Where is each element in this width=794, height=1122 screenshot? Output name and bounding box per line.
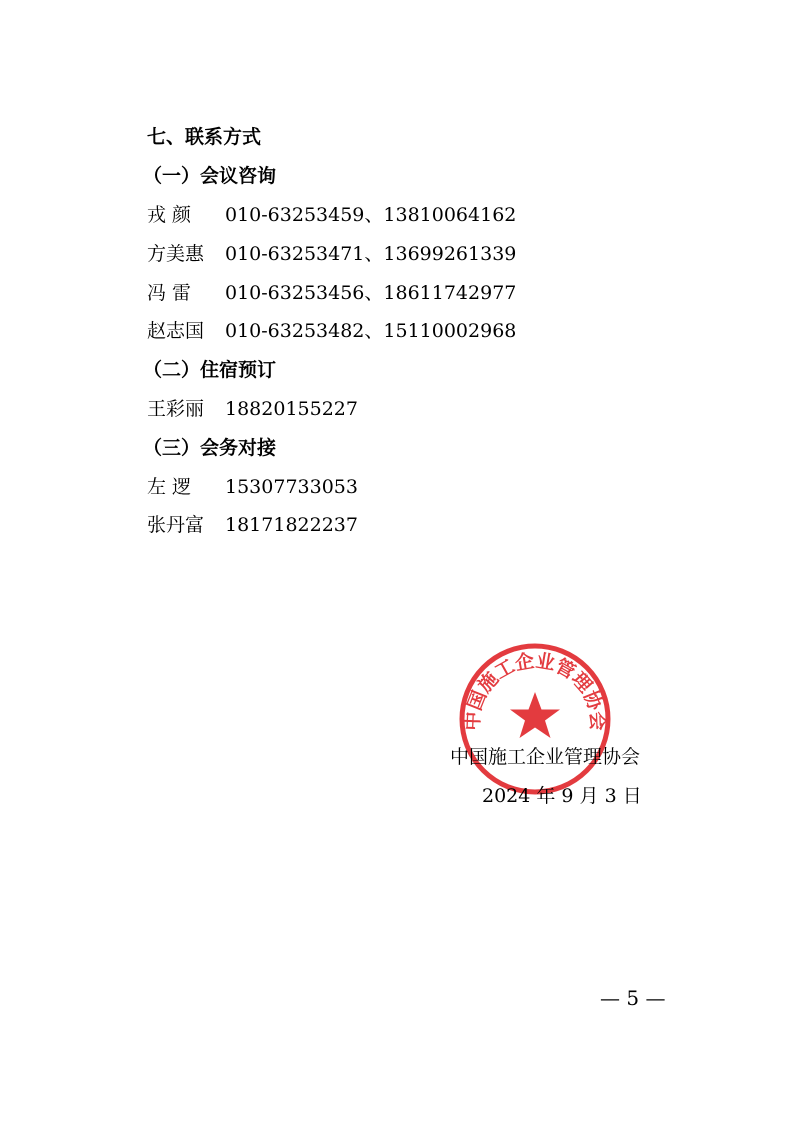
group-heading-accommodation: （二）住宿预订 xyxy=(143,359,277,381)
contact-row xyxy=(147,281,516,305)
contact-row xyxy=(147,397,358,421)
contact-phone: 18171822237 xyxy=(225,514,358,536)
contact-phone: 010-63253459、13810064162 xyxy=(225,204,517,226)
contact-phone: 010-63253482、15110002968 xyxy=(225,320,517,342)
page-number: — 5 — xyxy=(600,986,666,1010)
contact-phone: 010-63253456、18611742977 xyxy=(225,282,517,304)
contact-row xyxy=(147,475,358,499)
contact-name: 方美惠 xyxy=(147,243,205,265)
official-seal-stamp xyxy=(458,642,612,796)
group-heading-liaison: （三）会务对接 xyxy=(143,437,277,459)
contact-phone: 18820155227 xyxy=(225,398,358,420)
contact-name: 王彩丽 xyxy=(147,398,205,420)
contact-row xyxy=(147,513,358,537)
signature-organization: 中国施工企业管理协会 xyxy=(450,746,641,768)
signature-date: 2024 年 9 月 3 日 xyxy=(482,785,642,807)
section-title: 七、联系方式 xyxy=(147,126,262,148)
contact-row xyxy=(147,203,516,227)
contact-phone: 15307733053 xyxy=(225,476,358,498)
star-icon xyxy=(510,692,560,738)
contact-name: 戎 颜 xyxy=(147,204,192,226)
contact-name: 张丹富 xyxy=(147,514,205,536)
contact-name: 赵志国 xyxy=(147,320,205,342)
contact-row xyxy=(147,319,516,343)
contact-name: 冯 雷 xyxy=(147,282,192,304)
group-heading-meeting-inquiry: （一）会议咨询 xyxy=(143,165,277,187)
seal-text-path: 中国施工企业管理协会 xyxy=(461,649,609,731)
contact-row xyxy=(147,242,516,266)
contact-phone: 010-63253471、13699261339 xyxy=(225,243,517,265)
contact-name: 左 逻 xyxy=(147,476,192,498)
